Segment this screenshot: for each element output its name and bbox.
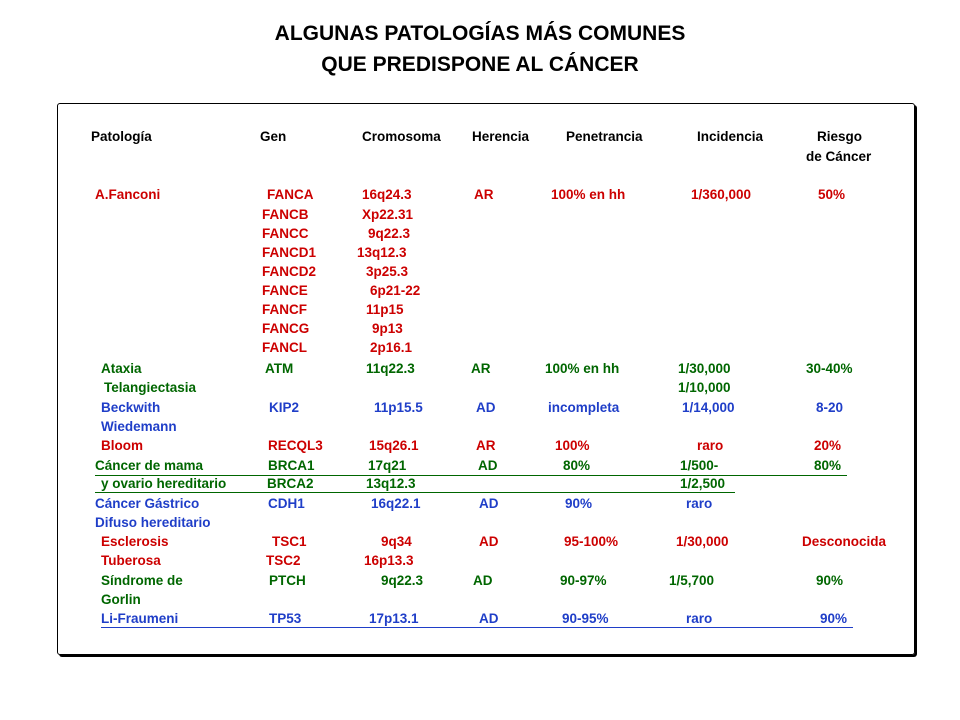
cell-cromosoma: 16p13.3: [364, 553, 414, 568]
cell-herencia: AD: [479, 611, 499, 626]
cell-penetrancia: 95-100%: [564, 534, 619, 549]
cell-gen: BRCA1: [268, 458, 315, 473]
cell-penetrancia: 100% en hh: [545, 361, 620, 376]
cell-cromosoma: 17q21: [368, 458, 407, 473]
cell-riesgo: 90%: [820, 611, 848, 626]
cell-cromosoma: 15q26.1: [369, 438, 419, 453]
cell-patologia: Esclerosis: [101, 534, 169, 549]
cell-cromosoma: 16q24.3: [362, 187, 412, 202]
cell-gen: FANCD2: [262, 264, 317, 279]
cell-patologia: Bloom: [101, 438, 143, 453]
cell-cromosoma: 9p13: [372, 321, 403, 336]
header-penetrancia: Penetrancia: [566, 129, 643, 144]
header-riesgo-2: de Cáncer: [806, 149, 872, 164]
cell-gen: TSC1: [272, 534, 307, 549]
cell-patologia: Wiedemann: [101, 419, 177, 434]
cell-penetrancia: 100% en hh: [551, 187, 626, 202]
header-gen: Gen: [260, 129, 287, 144]
cell-cromosoma: 11q22.3: [366, 361, 415, 376]
page-subtitle: QUE PREDISPONE AL CÁNCER: [321, 53, 639, 76]
cell-herencia: AR: [476, 438, 496, 453]
cell-gen: FANCG: [262, 321, 310, 336]
cell-patologia: Síndrome de: [101, 573, 183, 588]
cell-riesgo: Desconocida: [802, 534, 887, 549]
cell-cromosoma: Xp22.31: [362, 207, 414, 222]
cell-patologia: y ovario hereditario: [101, 476, 227, 491]
cell-incidencia: 1/2,500: [680, 476, 726, 491]
cell-herencia: AD: [476, 400, 496, 415]
cell-gen: ATM: [265, 361, 294, 376]
cell-cromosoma: 9q34: [381, 534, 412, 549]
cell-cromosoma: 3p25.3: [366, 264, 409, 279]
header-riesgo: Riesgo: [817, 129, 863, 144]
header-incidencia: Incidencia: [697, 129, 764, 144]
cell-herencia: AD: [478, 458, 498, 473]
cell-cromosoma: 11p15: [366, 302, 404, 317]
cell-patologia: Ataxia: [101, 361, 142, 376]
cell-patologia: Tuberosa: [101, 553, 161, 568]
cell-riesgo: 90%: [816, 573, 844, 588]
header-herencia: Herencia: [472, 129, 530, 144]
cell-patologia: Cáncer de mama: [95, 458, 204, 473]
cell-cromosoma: 16q22.1: [371, 496, 421, 511]
cell-herencia: AD: [479, 496, 499, 511]
cell-patologia: A.Fanconi: [95, 187, 161, 202]
cell-incidencia: raro: [686, 496, 713, 511]
row-underline: [101, 627, 853, 628]
cell-cromosoma: 11p15.5: [374, 400, 423, 415]
cell-riesgo: 20%: [814, 438, 842, 453]
cell-gen: FANCD1: [262, 245, 317, 260]
header-patologia: Patología: [91, 129, 152, 144]
cell-patologia: Beckwith: [101, 400, 161, 415]
cell-cromosoma: 9q22.3: [381, 573, 424, 588]
cell-gen: TSC2: [266, 553, 301, 568]
row-underline: [95, 492, 735, 493]
cell-incidencia: 1/30,000: [676, 534, 729, 549]
cell-cromosoma: 13q12.3: [357, 245, 407, 260]
cell-penetrancia: incompleta: [548, 400, 620, 415]
cell-riesgo: 50%: [818, 187, 846, 202]
cell-penetrancia: 80%: [563, 458, 591, 473]
cell-herencia: AD: [479, 534, 499, 549]
cell-cromosoma: 2p16.1: [370, 340, 413, 355]
cell-incidencia: raro: [686, 611, 713, 626]
cell-herencia: AR: [474, 187, 494, 202]
cell-cromosoma: 9q22.3: [368, 226, 411, 241]
cell-patologia: Telangiectasia: [104, 380, 197, 395]
cell-cromosoma: 13q12.3: [366, 476, 416, 491]
cell-gen: FANCE: [262, 283, 308, 298]
cell-riesgo: 30-40%: [806, 361, 853, 376]
cell-gen: KIP2: [269, 400, 300, 415]
cell-incidencia: 1/360,000: [691, 187, 752, 202]
cell-gen: TP53: [269, 611, 302, 626]
cell-penetrancia: 100%: [555, 438, 590, 453]
cell-incidencia: raro: [697, 438, 724, 453]
cell-riesgo: 8-20: [816, 400, 844, 415]
cell-gen: PTCH: [269, 573, 306, 588]
cell-gen: RECQL3: [268, 438, 323, 453]
cell-gen: FANCB: [262, 207, 309, 222]
cell-cromosoma: 17p13.1: [369, 611, 419, 626]
cell-riesgo: 80%: [814, 458, 842, 473]
cell-incidencia: 1/500-: [680, 458, 719, 473]
cell-penetrancia: 90%: [565, 496, 593, 511]
cell-penetrancia: 90-97%: [560, 573, 607, 588]
cell-incidencia: 1/30,000: [678, 361, 731, 376]
cell-patologia: Cáncer Gástrico: [95, 496, 200, 511]
cell-incidencia: 1/5,700: [669, 573, 715, 588]
cell-herencia: AD: [473, 573, 493, 588]
cell-herencia: AR: [471, 361, 491, 376]
header-cromosoma: Cromosoma: [362, 129, 441, 144]
cell-gen: FANCC: [262, 226, 309, 241]
cell-gen: FANCA: [267, 187, 314, 202]
cell-gen: FANCF: [262, 302, 307, 317]
page-title: ALGUNAS PATOLOGÍAS MÁS COMUNES: [274, 22, 686, 45]
cell-incidencia: 1/10,000: [678, 380, 731, 395]
cell-patologia: Difuso hereditario: [95, 515, 211, 530]
cell-incidencia: 1/14,000: [682, 400, 735, 415]
cell-gen: FANCL: [262, 340, 307, 355]
cell-gen: CDH1: [268, 496, 305, 511]
cell-patologia: Li-Fraumeni: [101, 611, 179, 626]
cell-gen: BRCA2: [267, 476, 314, 491]
cell-penetrancia: 90-95%: [562, 611, 609, 626]
cell-cromosoma: 6p21-22: [370, 283, 421, 298]
cell-patologia: Gorlin: [101, 592, 141, 607]
